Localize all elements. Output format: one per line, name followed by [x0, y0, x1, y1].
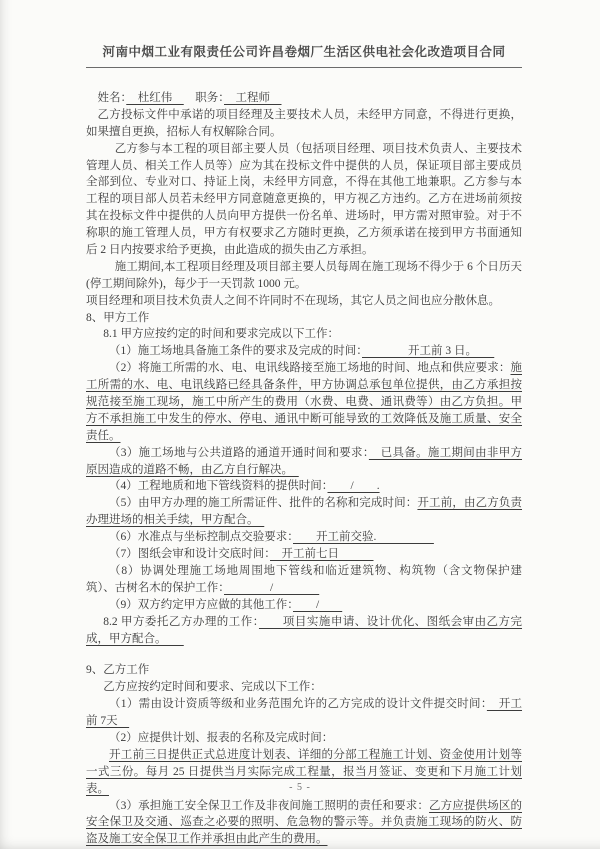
filled-in-value: 项目实施申请、设计优化、图纸会审由乙方完成，甲方配合。: [86, 615, 523, 645]
clause-text: 乙方投标文件中承诺的项目经理及主要技术人员，未经甲方同意，不得进行更换，如果擅自更换，招标人有权解除合同。: [86, 108, 522, 138]
clause-personnel-change: [86, 107, 522, 141]
clause-text: 乙方参与本工程的项目部主要人员（包括项目经理、项目技术负责人、主要技术管理人员、相关工作人员等）应为其在投标文件中提供的人员，保证项目部主要成员全部到位、专业对口、持证上岗，未经甲方同意，不得在其他工地兼职。乙方参与本工程的项目部人员若未经甲方同意随意更换的，甲方视乙方违约。乙方在进场前须按其在投标文件中提供的人员向甲方提供一份名单、进场时，甲方需对照审验。对于不称职的施工管理人员，甲方有权要求乙方随时更换，乙方须承诺在接到甲方书面通知后 2 日内按要求给予更换，由此造成的损失由乙方承担。: [86, 142, 522, 257]
clause-text: 8.2 甲方委托乙方办理的工作：: [103, 615, 259, 628]
filled-in-value: /: [293, 598, 343, 611]
page-footer: [0, 782, 600, 793]
item-9-1: [86, 696, 522, 730]
item-8-1-1: [86, 343, 522, 360]
clause-text: 8.1 甲方应按约定的时间和要求完成以下工作：: [103, 328, 339, 341]
item-8-1-9: [86, 597, 522, 614]
page-number: - 5 -: [289, 782, 311, 793]
clause-text: 职务：: [183, 92, 224, 104]
item-8-1-3: [86, 445, 522, 479]
clause-9-intro: [86, 679, 522, 696]
document-body: [86, 90, 522, 848]
filled-in-value: 乙方应提供场区的安全保卫及交通、巡查之必要的照明、危急物的警示等。并负责施工现场的防火、防盗及施工安全保卫工作并承担由此产生的费用。: [86, 799, 522, 846]
clause-text: （3）承担施工安全保卫工作及非夜间施工照明的责任和要求：: [109, 799, 430, 812]
item-8-1-5: [86, 495, 522, 529]
filled-in-value: 开工前交验.: [293, 531, 434, 544]
clause-text: 8、甲方工作: [86, 311, 150, 324]
clause-text: （7）图纸会审和设计交底时间：: [109, 548, 270, 561]
section-heading-8: [86, 310, 522, 327]
item-9-3: [86, 798, 522, 849]
clause-text: （8）协调处理施工场地周围地下管线和临近建筑物、构筑物（含文物保护建筑）、古树名木的保护工作：: [86, 564, 522, 594]
clause-site-attendance: [86, 259, 522, 293]
filled-in-value: /: [224, 581, 320, 594]
item-8-1-4: [86, 478, 522, 495]
header-title: 河南中烟工业有限责任公司许昌卷烟厂生活区供电社会化改造项目合同: [102, 45, 506, 59]
name-and-title-line: [86, 90, 522, 107]
clause-text: （2）应提供计划、报表的名称及完成时间：: [109, 731, 334, 744]
filled-in-value: 开工前七日: [270, 548, 374, 561]
filled-in-value: / .: [327, 480, 380, 493]
clause-text: （3）施工场地与公共道路的通道开通时间和要求：: [109, 446, 369, 459]
filled-in-value: 开工前 7天: [86, 698, 523, 728]
clause-text: （9）双方约定甲方应做的其他工作：: [109, 598, 293, 611]
filled-in-value: 工程师: [224, 92, 282, 104]
clause-text: 乙方应按约定时间和要求、完成以下工作：: [103, 681, 322, 694]
clause-project-team: [86, 141, 522, 259]
clause-8-2: [86, 614, 522, 648]
item-8-1-6: [86, 529, 522, 546]
item-8-1-7: [86, 546, 522, 563]
filled-in-value: 已具备。施工期间由非甲方原因造成的道路不畅，由乙方自行解决。: [86, 446, 523, 476]
clause-text: （4）工程地质和地下管线资料的提供时间：: [109, 480, 328, 493]
clause-text: 9、乙方工作: [86, 664, 150, 677]
clause-text: （2）将施工所需的水、电、电讯线路接至施工场地的时间、地点和供应要求：: [109, 362, 511, 375]
clause-text: 姓名：: [97, 92, 127, 104]
clause-manager-presence: [86, 293, 522, 310]
clause-text: （1）需由设计资质等级和业务范围允许的乙方完成的设计文件提交时间：: [109, 698, 487, 711]
clause-text: 项目经理和项目技术负责人之间不许同时不在现场，其它人员之间也应分散休息。: [86, 294, 500, 307]
clause-text: （6）水准点与坐标控制点交验要求：: [109, 531, 293, 544]
clause-text: （5）由甲方办理的施工所需证件、批件的名称和完成时间：: [109, 497, 418, 510]
filled-in-value: 开工前 3 日。: [362, 345, 495, 358]
item-8-1-2: [86, 360, 522, 444]
filled-in-value: 开工前，由乙方负责办理进场的相关手续，甲方配合。: [86, 497, 523, 527]
clause-8-1-intro: [86, 326, 522, 343]
clause-text: （1）施工场地具备施工条件的要求及完成的时间：: [109, 345, 362, 358]
clause-text: 施工期间,本工程项目经理及项目部主要人员每周在施工现场不得少于 6 个日历天(停工期间除外)，每少于一天罚款 1000 元。: [86, 260, 522, 290]
filled-in-value: 开工前三日提供正式总进度计划表、详细的分部工程施工计划、资金使用计划等一式三份。每月 25 日提供当月实际完成工程量，报当月签证、变更和下月施工计划表。: [86, 748, 522, 795]
item-8-1-8: [86, 563, 522, 597]
filled-in-value: 杜红伟: [126, 92, 184, 104]
document-header: [86, 42, 522, 68]
filled-in-value: 施工所需的水、电、电讯线路已经具备条件，甲方协调总承包单位提供，由乙方承担按规范接至施工现场，施工中所产生的费用（水费、电费、通讯费等）由乙方负担。甲方不承担施工中发生的停水、停电、通讯中断可能导致的工效降低及施工质量、安全责任。: [86, 362, 522, 442]
item-9-2: [86, 730, 522, 747]
section-heading-9: [86, 662, 522, 679]
